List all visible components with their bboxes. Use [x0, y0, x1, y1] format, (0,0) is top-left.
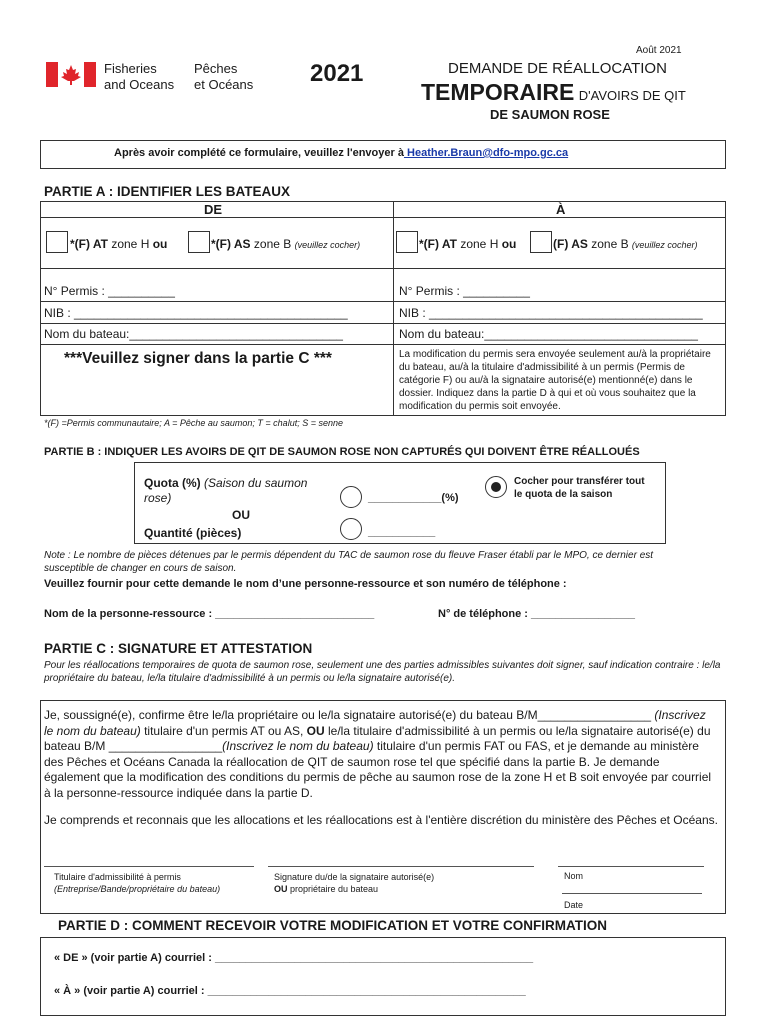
attestation-paragraph	[44, 708, 718, 801]
title-line2	[421, 79, 686, 106]
sig2-ou: OU	[274, 884, 288, 894]
de-permis-field[interactable]: N° Permis : __________	[44, 284, 175, 298]
org-fr-line2: et Océans	[194, 77, 254, 92]
de-as-label	[211, 237, 360, 251]
quantite-label: Quantité (pièces)	[144, 526, 242, 540]
attest-e: le/la titulaire d'admissibilité à un permis ou le/la signataire autorisé(e) du bateau B/M _________________	[44, 723, 711, 753]
form-year: 2021	[310, 60, 364, 87]
part-a-footnote: *(F) =Permis communautaire; A = Pêche au saumon; T = chalut; S = senne	[44, 418, 343, 428]
a-note: (veuillez cocher)	[631, 240, 698, 250]
name-line[interactable]	[558, 866, 704, 867]
part-d-box	[40, 937, 726, 1016]
quota-italic: (Saison du saumon rose)	[144, 476, 308, 505]
de-at-code: *(F) AT	[70, 237, 108, 251]
quantite-radio[interactable]	[340, 518, 362, 540]
a-as-zone: zone B	[587, 237, 632, 251]
part-b-title: PARTIE B : INDIQUER LES AVOIRS DE QIT DE SAUMON ROSE NON CAPTURÉS QUI DOIVENT ÊTRE RÉALLOUÉS	[44, 446, 640, 458]
de-as-code: *(F) AS	[211, 237, 251, 251]
a-at-zone: zone H	[457, 237, 502, 251]
part-a-divider	[393, 201, 394, 416]
attest-f: (Inscrivez le nom du bateau)	[222, 739, 374, 753]
send-instructions	[114, 147, 568, 159]
de-at-checkbox[interactable]	[46, 231, 68, 253]
sig2-line2: propriétaire du bateau	[287, 884, 379, 894]
a-permis-field[interactable]: N° Permis : __________	[399, 284, 530, 298]
a-email-field[interactable]: « À » (voir partie A) courriel : ____________________________________________________	[54, 985, 526, 997]
a-at-code: *(F) AT	[419, 237, 457, 251]
a-row-line-1	[393, 301, 726, 302]
attest-d: OU	[306, 723, 325, 738]
attest-c: titulaire d'un permis AT ou AS,	[140, 723, 307, 738]
transfer-all-radio[interactable]	[485, 476, 507, 498]
attest-g: titulaire d'un permis FAT ou FAS, et je demande au ministère des Pêches et Océans Canada la réallocation de QIT de saumon rose tel que spécifié dans la partie B. Je demande également que la modification des conditions du permis de pêche au saumon rose de la zone H et B soit envoyée par courriel à la personne-ressource indiquée dans la partie D.	[44, 739, 712, 800]
sig2-line[interactable]	[268, 866, 534, 867]
form-date: Août 2021	[636, 45, 682, 56]
sig1-line1: Titulaire d'admissibilité à permis	[54, 872, 181, 882]
de-row-line-2	[40, 323, 393, 324]
de-boat-name-field[interactable]: Nom du bateau:________________________________	[44, 327, 343, 341]
sig1-line[interactable]	[44, 866, 254, 867]
de-as-zone: zone B	[250, 237, 295, 251]
de-as-checkbox[interactable]	[188, 231, 210, 253]
de-email-field[interactable]: « DE » (voir partie A) courriel : ____________________________________________________	[54, 952, 534, 964]
a-row-line-2	[393, 323, 726, 324]
date-line[interactable]	[562, 893, 702, 894]
quota-blank[interactable]: ____________(%)	[368, 492, 459, 504]
de-nib-field[interactable]: NIB : _________________________________________	[44, 306, 348, 320]
part-d-title: PARTIE D : COMMENT RECEVOIR VOTRE MODIFICATION ET VOTRE CONFIRMATION	[58, 918, 607, 933]
a-at-checkbox[interactable]	[396, 231, 418, 253]
transfer-all-label: Cocher pour transférer tout le quota de la saison	[514, 476, 645, 500]
part-a-header-line	[40, 217, 726, 218]
a-modification-note: La modification du permis sera envoyée seulement au/à la propriétaire du bateau, au/à la titulaire d'admissibilité à un permis (Permis de catégorie F) ou au/à la signataire autorisé(e) mentionné(e) dans le dossier. Indiquez dans la partie D à qui et où vous souhaitez que la modification du permis soit envoyée.	[399, 349, 711, 412]
sig3-name: Nom	[564, 871, 584, 881]
acknowledgement-paragraph: Je comprends et reconnais que les allocations et les réallocations est à l'entière discrétion du ministère des Pêches et Océans.	[44, 813, 718, 827]
de-row-line-3	[40, 344, 393, 345]
part-c-intro: Pour les réallocations temporaires de quota de saumon rose, seulement une des parties admissibles suivantes doit signer, sauf indication contraire : le/la propriétaire du bateau, le/la titulaire d'admissibilité à un permis ou le/la signataire autorisé(e).	[44, 660, 721, 684]
part-b-note: Note : Le nombre de pièces détenues par le permis dépendent du TAC de saumon rose du fleuve Fraser établi par le MPO, ce dernier est susceptible de changer en cours de saison.	[44, 550, 654, 574]
sig2-line1: Signature du/de la signataire autorisé(e)	[274, 872, 435, 882]
de-row-line-1	[40, 301, 393, 302]
a-boat-name-field[interactable]: Nom du bateau:________________________________	[399, 327, 698, 341]
attest-a: Je, soussigné(e), confirme être le/la propriétaire ou le/la signataire autorisé(e) du bateau B/M_________________	[44, 708, 655, 722]
org-name-en	[104, 61, 174, 93]
quota-radio[interactable]	[340, 486, 362, 508]
de-note: (veuillez cocher)	[294, 240, 361, 250]
sig3-date: Date	[564, 900, 584, 910]
sig1-line2: (Entreprise/Bande/propriétaire du bateau)	[54, 884, 221, 894]
contact-request: Veuillez fournir pour cette demande le nom d’une personne-ressource et son numéro de téléphone :	[44, 578, 567, 590]
quota-bold: Quota (%)	[144, 476, 201, 490]
send-text: Après avoir complété ce formulaire, veuillez l'envoyer à	[114, 147, 404, 159]
title-big: TEMPORAIRE	[421, 79, 575, 105]
part-a-title: PARTIE A : IDENTIFIER LES BATEAUX	[44, 184, 291, 199]
de-ou: ou	[152, 237, 168, 251]
org-en-line2: and Oceans	[104, 77, 175, 92]
email-link[interactable]: Heather.Braun@dfo-mpo.gc.ca	[403, 147, 569, 159]
a-as-checkbox[interactable]	[530, 231, 552, 253]
org-fr-line1: Pêches	[194, 61, 238, 76]
a-nib-field[interactable]: NIB : _________________________________________	[399, 306, 703, 320]
contact-phone-field[interactable]: N° de téléphone : _________________	[438, 608, 636, 620]
a-row-line-3	[393, 344, 726, 345]
contact-name-field[interactable]: Nom de la personne-ressource : __________________________	[44, 608, 375, 620]
sign-in-part-c: ***Veuillez signer dans la partie C ***	[64, 350, 332, 367]
org-en-line1: Fisheries	[104, 61, 157, 76]
de-at-zone: zone H	[108, 237, 153, 251]
title-line3: DE SAUMON ROSE	[490, 107, 610, 122]
a-as-code: (F) AS	[553, 237, 588, 251]
canada-flag-icon	[46, 62, 96, 87]
quantite-blank[interactable]: ___________	[368, 526, 436, 538]
col-de: DE	[204, 202, 223, 217]
a-as-label	[553, 237, 697, 251]
quota-ou: OU	[232, 508, 250, 522]
title-rest: D'AVOIRS DE QIT	[578, 88, 686, 103]
quota-label	[144, 476, 334, 506]
attest-b: (Inscrivez le nom du bateau)	[44, 708, 706, 738]
sig1-caption	[54, 871, 224, 895]
title-line1: DEMANDE DE RÉALLOCATION	[448, 60, 667, 77]
a-at-label	[419, 237, 516, 251]
col-a: À	[556, 202, 566, 217]
part-c-title: PARTIE C : SIGNATURE ET ATTESTATION	[44, 641, 313, 656]
de-at-label	[70, 237, 167, 251]
part-a-option-line	[40, 268, 726, 269]
sig2-caption	[274, 871, 434, 895]
a-ou: ou	[501, 237, 517, 251]
org-name-fr	[194, 61, 253, 93]
